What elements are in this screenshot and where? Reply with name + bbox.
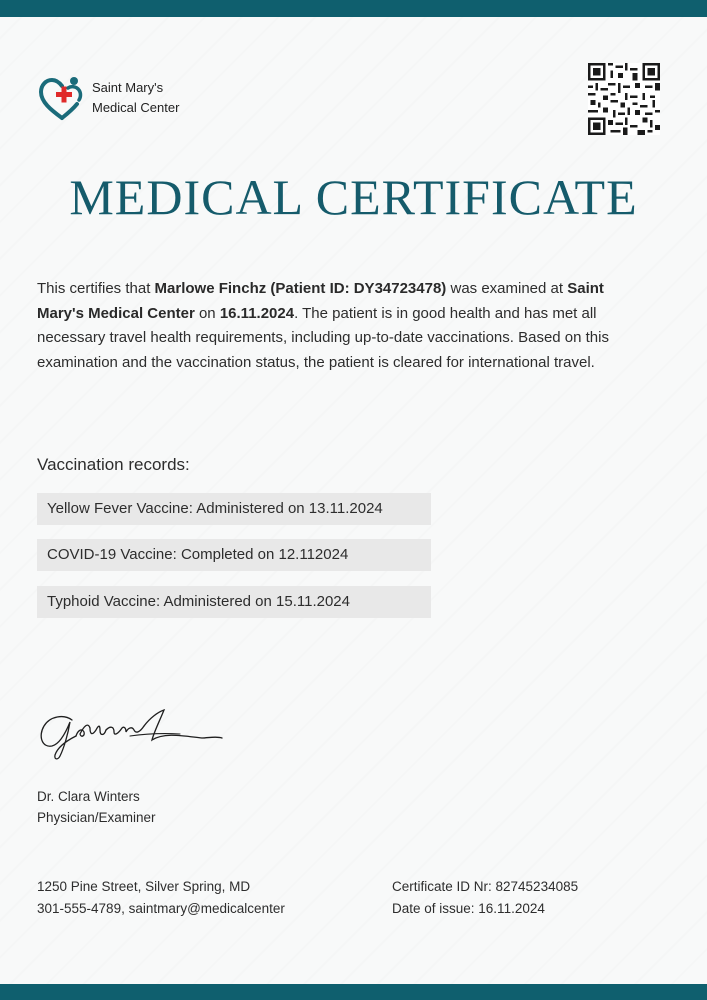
issue-date: Date of issue: 16.11.2024 [392, 900, 545, 916]
patient-name: Marlowe Finchz (Patient ID: DY34723478) [154, 280, 447, 297]
footer-certificate-info [392, 876, 578, 919]
physician-block [37, 786, 156, 828]
clinic-name-line2: Medical Center [92, 100, 180, 115]
footer-contact [37, 876, 285, 919]
center-name: Saint Mary's Medical Center [37, 280, 604, 322]
footer-address: 1250 Pine Street, Silver Spring, MD [37, 879, 251, 894]
certificate-title: MEDICAL CERTIFICATE [69, 169, 638, 225]
clinic-name-line1: Saint Mary's [92, 80, 164, 95]
statement-part4: . The patient is in good health and has met all necessary travel health requirements, including up-to-date vaccinations. Based on this examination and the vaccination status, the patient is cleared for international travel. [37, 304, 609, 371]
certificate-statement [37, 277, 637, 375]
statement-part3: on [194, 304, 220, 322]
qr-code-icon [588, 63, 660, 135]
heart-medical-cross-icon [37, 72, 87, 124]
vaccination-record: COVID-19 Vaccine: Completed on 12.112024 [37, 539, 431, 571]
vaccination-record: Typhoid Vaccine: Administered on 15.11.2024 [37, 586, 431, 618]
clinic-name [92, 78, 179, 118]
clinic-logo [37, 72, 179, 124]
footer-phone-email: 301-555-4789, saintmary@medicalcenter [37, 900, 285, 916]
examination-date: 16.11.2024 [219, 304, 295, 322]
physician-role: Physician/Examiner [37, 810, 156, 825]
statement-part1: This certifies that [37, 280, 155, 297]
bottom-accent-bar [0, 984, 707, 1000]
signature-icon [34, 700, 224, 762]
vaccination-heading: Vaccination records: [37, 455, 190, 474]
vaccination-record: Yellow Fever Vaccine: Administered on 13.11.2024 [37, 493, 431, 525]
statement-part2: was examined at [446, 280, 568, 297]
physician-name: Dr. Clara Winters [37, 789, 140, 804]
certificate-id: Certificate ID Nr: 82745234085 [392, 879, 579, 894]
top-accent-bar [0, 0, 707, 17]
